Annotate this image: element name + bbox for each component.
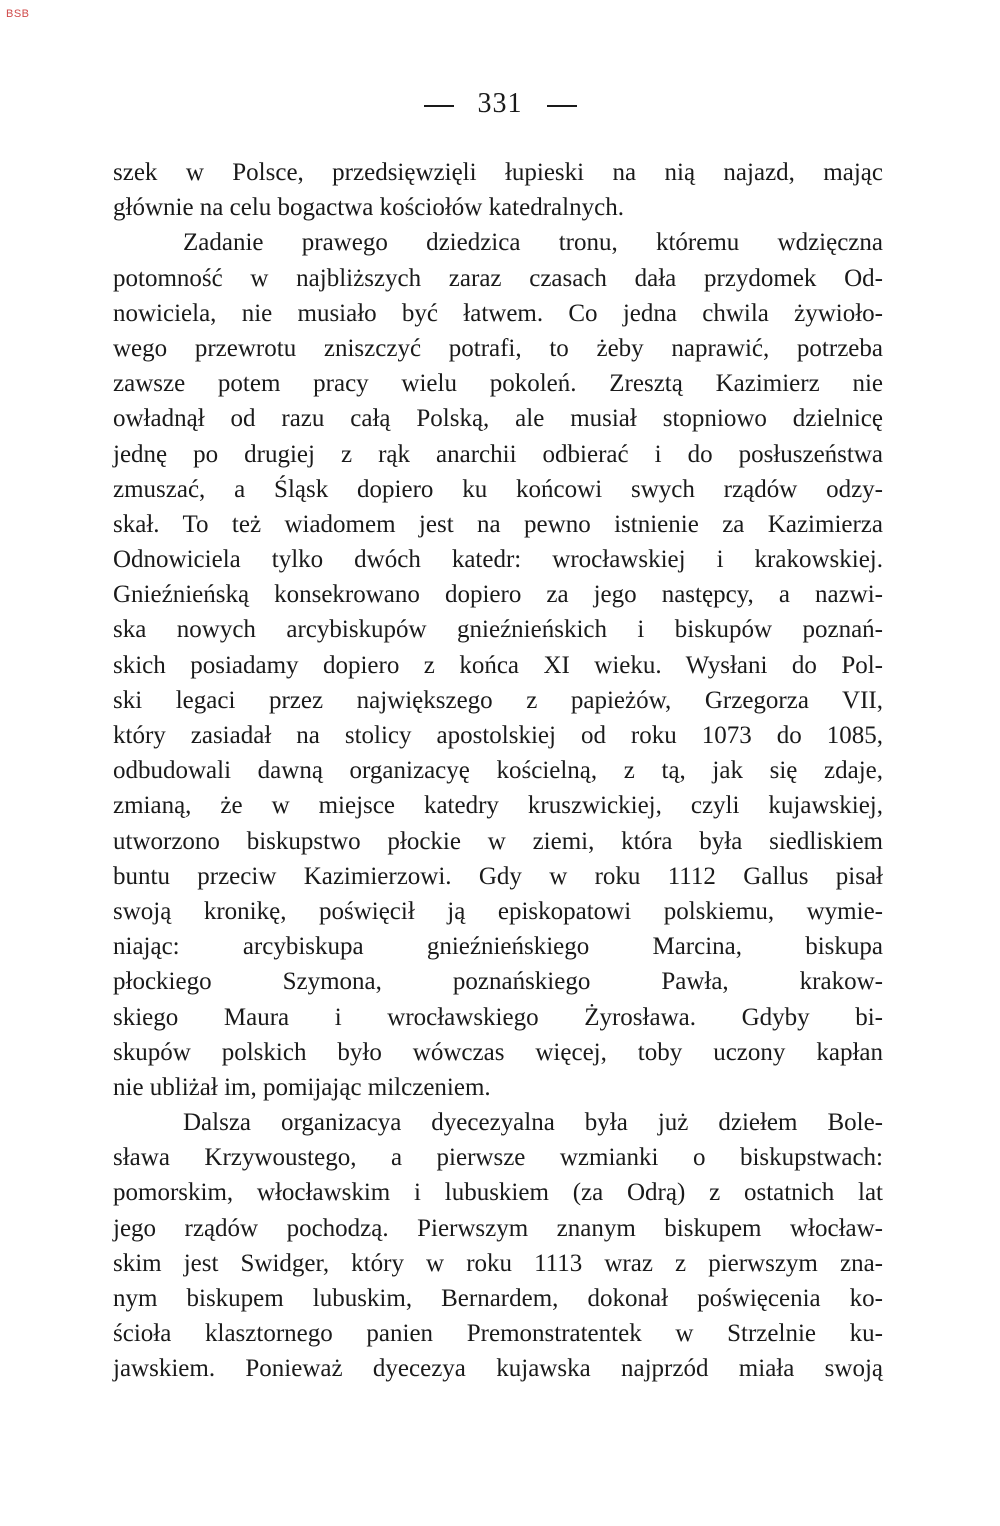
text-line: ski legaci przez największego z papieżów, Grzegorza VII, (113, 686, 883, 714)
text-line: swoją kronikę, poświęcił ją episkopatowi polskiemu, wymie- (113, 897, 883, 925)
text-line: odbudowali dawną organizacyę kościelną, z tą, jak się zdaje, (113, 757, 883, 785)
text-line: skiego Maura i wrocławskiego Żyrosława. Gdyby bi- (113, 1003, 883, 1031)
text-line: skich posiadamy dopiero z końca XI wieku. Wysłani do Pol- (113, 651, 883, 679)
body-text (113, 155, 883, 1387)
text-line: skał. To też wiadomem jest na pewno istnienie za Kazimierza (113, 510, 883, 538)
text-line: który zasiadał na stolicy apostolskiej od roku 1073 do 1085, (113, 722, 883, 749)
text-line: pomorskim, włocławskim i lubuskiem (za Odrą) z ostatnich lat (113, 1179, 883, 1207)
text-line: nym biskupem lubuskim, Bernardem, dokonał poświęcenia ko- (113, 1285, 883, 1312)
text-line: jawskiem. Ponieważ dyecezya kujawska najprzód miała swoją (113, 1355, 883, 1383)
text-line: ska nowych arcybiskupów gnieźnieńskich i biskupów poznań- (113, 616, 883, 644)
text-line: Zadanie prawego dziedzica tronu, któremu wdzięczna (183, 229, 883, 257)
text-line: głównie na celu bogactwa kościołów katedralnych. (113, 194, 624, 222)
text-line: nowiciela, nie musiało być łatwem. Co jedna chwila żywioło- (113, 299, 883, 327)
text-line: Dalsza organizacya dyecezyalna była już dziełem Bole- (183, 1109, 883, 1137)
text-line: skim jest Swidger, który w roku 1113 wraz z pierwszym zna- (113, 1249, 883, 1277)
text-line: ścioła klasztornego panien Premonstratentek w Strzelnie ku- (113, 1320, 883, 1348)
right-dash (547, 105, 577, 107)
text-line: niając: arcybiskupa gnieźnieńskiego Marcina, biskupa (113, 933, 883, 961)
page-header (0, 88, 1000, 120)
text-line: jego rządów pochodzą. Pierwszym znanym biskupem włocław- (113, 1214, 883, 1242)
text-line: potomność w najbliższych zaraz czasach dała przydomek Od- (113, 264, 883, 292)
text-line: zmianą, że w miejsce katedry kruszwickiej, czyli kujawskiej, (113, 792, 883, 820)
text-line: skupów polskich było wówczas więcej, toby uczony kapłan (113, 1038, 883, 1066)
page-number: 331 (477, 88, 523, 119)
text-line: jednę po drugiej z rąk anarchii odbierać i do posłuszeństwa (113, 440, 883, 468)
text-line: Gnieźnieńską konsekrowano dopiero za jego następcy, a nazwi- (113, 581, 883, 609)
text-line: zmuszać, a Śląsk dopiero ku końcowi swych rządów odzy- (113, 475, 883, 503)
text-line: sława Krzywoustego, a pierwsze wzmianki o biskupstwach: (113, 1144, 883, 1172)
library-watermark: BSB (6, 8, 30, 20)
left-dash (424, 105, 454, 107)
text-line: Odnowiciela tylko dwóch katedr: wrocławskiej i krakowskiej. (113, 546, 883, 574)
text-line: szek w Polsce, przedsięwzięli łupieski na nią najazd, mając (113, 159, 883, 186)
text-line: buntu przeciw Kazimierzowi. Gdy w roku 1112 Gallus pisał (113, 862, 883, 890)
text-line: wego przewrotu zniszczyć potrafi, to żeby naprawić, potrzeba (113, 334, 883, 362)
text-line: płockiego Szymona, poznańskiego Pawła, krakow- (113, 968, 883, 996)
text-line: zawsze potem pracy wielu pokoleń. Zresztą Kazimierz nie (113, 370, 883, 398)
text-line: utworzono biskupstwo płockie w ziemi, która była siedliskiem (113, 827, 883, 855)
text-line: nie ubliżał im, pomijając milczeniem. (113, 1073, 491, 1101)
text-line: owładnął od razu całą Polską, ale musiał stopniowo dzielnicę (113, 405, 883, 433)
